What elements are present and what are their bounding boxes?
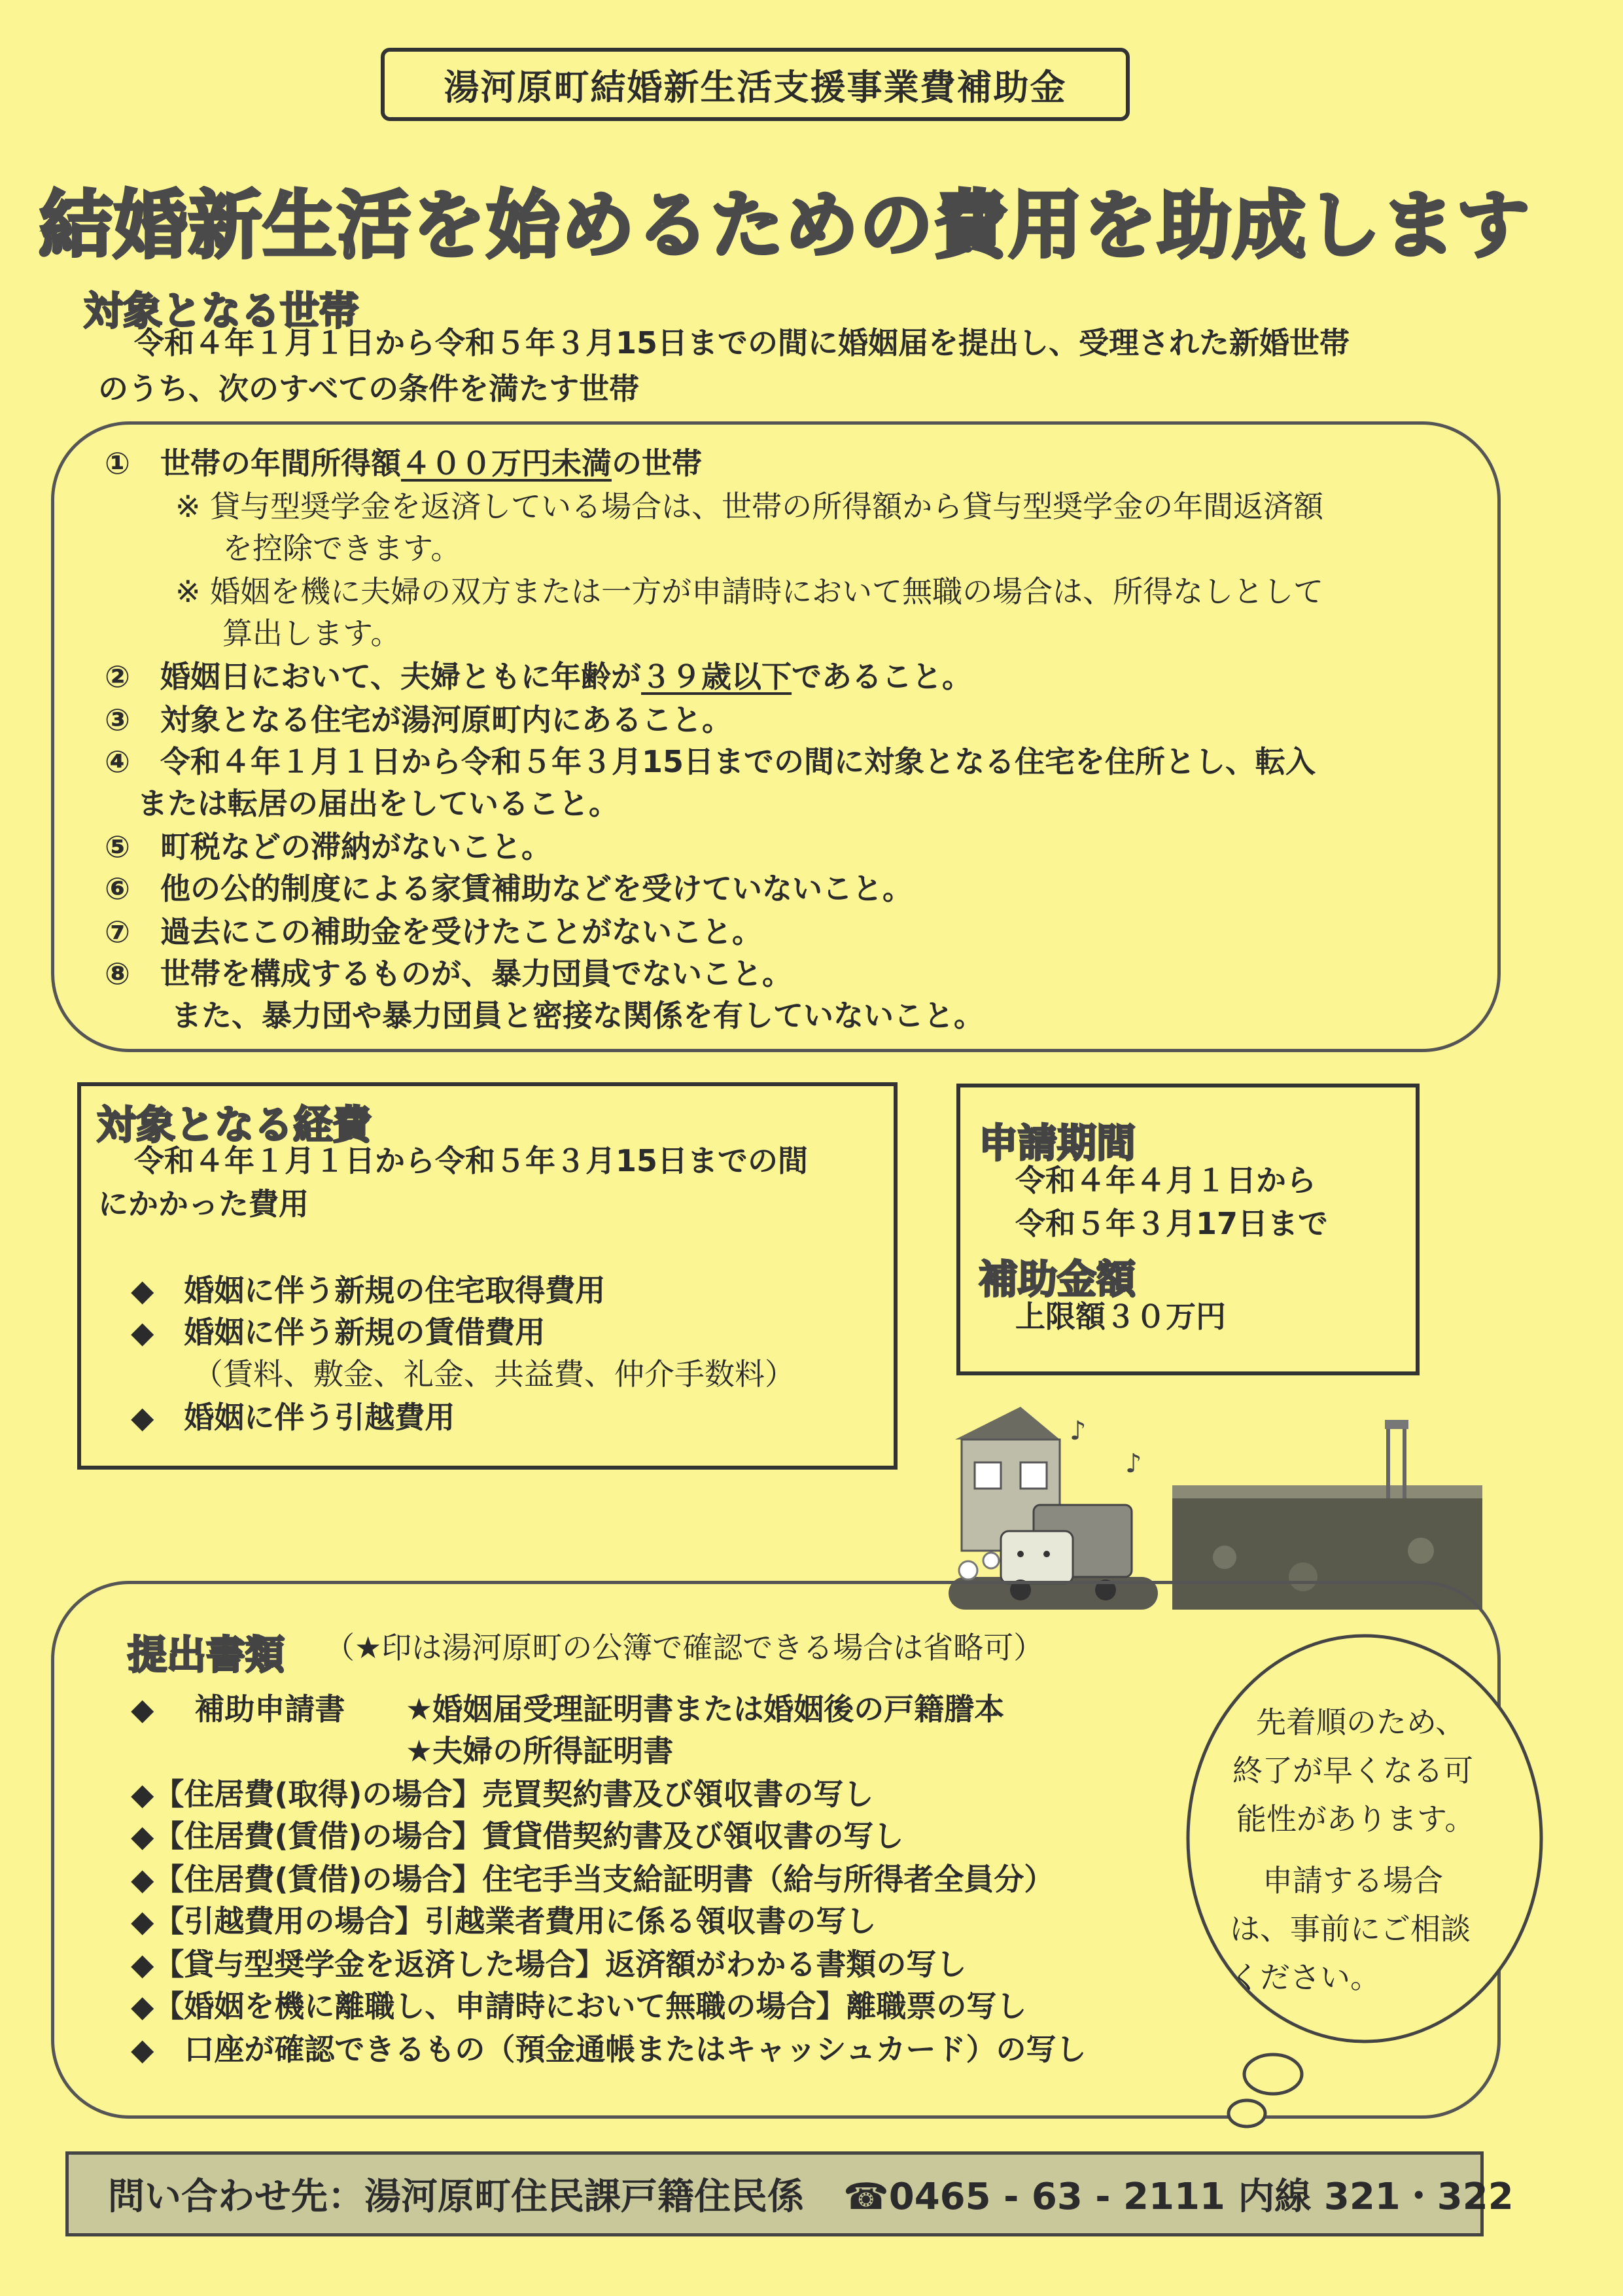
condition-1-highlight: ４００万円未満 <box>400 446 612 481</box>
expense-item-2-note: （賃料、敷金、礼金、共益費、仲介手数料） <box>193 1356 795 1392</box>
expense-item-2: ◆ 婚姻に伴う新規の賃借費用 <box>131 1315 546 1350</box>
document-1-label: ◆ 補助申請書 <box>131 1691 345 1727</box>
document-3: ◆【住居費(賃借)の場合】賃貸借契約書及び領収書の写し <box>131 1818 904 1854</box>
condition-1 <box>105 442 702 484</box>
expenses-intro-2: にかかった費用 <box>98 1186 309 1222</box>
condition-1-post: の世帯 <box>611 446 702 481</box>
period-to: 令和５年３月17日まで <box>1015 1206 1329 1241</box>
bubble-line-1: 先着順のため、 <box>1256 1704 1466 1740</box>
period-heading: 申請期間 <box>979 1121 1136 1167</box>
headline: 結婚新生活を始めるための費用を助成します <box>39 183 1531 268</box>
bubble-line-5: は、事前にご相談 <box>1230 1911 1471 1947</box>
landscape-photo <box>1172 1413 1482 1610</box>
condition-2-highlight: ３９歳以下 <box>641 659 792 694</box>
amount-value: 上限額３０万円 <box>1015 1299 1226 1334</box>
contact-label: 問い合わせ先：湯河原町住民課戸籍住民係 <box>108 2176 804 2218</box>
household-heading: 対象となる世帯 <box>84 289 358 334</box>
contact-footer <box>65 2151 1514 2236</box>
condition-3: ③ 対象となる住宅が湯河原町内にあること。 <box>105 702 732 737</box>
svg-text:♪: ♪ <box>1070 1416 1087 1446</box>
expenses-intro-1: 令和４年１月１日から令和５年３月15日までの間 <box>134 1143 809 1178</box>
document-1-star-1: ★婚姻届受理証明書または婚姻後の戸籍謄本 <box>406 1691 1005 1727</box>
household-intro-2: のうち、次のすべての条件を満たす世帯 <box>98 371 640 406</box>
subtitle: 湯河原町結婚新生活支援事業費補助金 <box>444 66 1067 108</box>
expense-item-1: ◆ 婚姻に伴う新規の住宅取得費用 <box>131 1273 606 1308</box>
contact-phone: ☎0465 - 63 - 2111 内線 321・322 <box>843 2176 1514 2218</box>
condition-4-line-2: または転居の届出をしていること。 <box>137 786 619 821</box>
condition-8-line-2: また、暴力団や暴力団員と密接な関係を有していないこと。 <box>171 998 984 1033</box>
expenses-heading: 対象となる経費 <box>97 1103 372 1148</box>
document-4: ◆【住居費(賃借)の場合】住宅手当支給証明書（給与所得者全員分） <box>131 1862 1055 1897</box>
period-from: 令和４年４月１日から <box>1015 1163 1316 1198</box>
document-5: ◆【引越費用の場合】引越業者費用に係る領収書の写し <box>131 1903 877 1939</box>
condition-1-pre: ① 世帯の年間所得額 <box>105 446 401 481</box>
bubble-line-2: 終了が早くなる可 <box>1232 1753 1473 1788</box>
note-2-line-2: 算出します。 <box>222 616 401 651</box>
condition-2 <box>105 656 972 698</box>
documents-note: （★印は湯河原町の公簿で確認できる場合は省略可） <box>324 1630 1044 1665</box>
svg-text:♪: ♪ <box>1125 1449 1142 1479</box>
bubble-line-6: ください。 <box>1230 1960 1380 1995</box>
document-7: ◆【婚姻を機に離職し、申請時において無職の場合】離職票の写し <box>131 1988 1027 2024</box>
note-2-line-1: ※ 婚姻を機に夫婦の双方または一方が申請時において無職の場合は、所得なしとして <box>175 574 1324 609</box>
note-1-line-1: ※ 貸与型奨学金を返済している場合は、世帯の所得額から貸与型奨学金の年間返済額 <box>175 489 1324 524</box>
documents-heading: 提出書類 <box>128 1633 285 1678</box>
bubble-line-4: 申請する場合 <box>1263 1863 1443 1898</box>
document-6: ◆【貸与型奨学金を返済した場合】返済額がわかる書類の写し <box>131 1947 967 1982</box>
note-1-line-2: を控除できます。 <box>222 531 461 566</box>
document-2: ◆【住居費(取得)の場合】売買契約書及び領収書の写し <box>131 1776 874 1812</box>
bubble-line-3: 能性があります。 <box>1236 1801 1475 1837</box>
subtitle-box <box>381 48 1130 121</box>
condition-2-post: であること。 <box>792 659 973 694</box>
household-intro-1: 令和４年１月１日から令和５年３月15日までの間に婚姻届を提出し、受理された新婚世帯 <box>134 325 1350 361</box>
expense-item-3: ◆ 婚姻に伴う引越費用 <box>131 1400 455 1435</box>
condition-4-line-1: ④ 令和４年１月１日から令和５年３月15日までの間に対象となる住宅を住所とし、転入 <box>105 744 1316 779</box>
document-8: ◆ 口座が確認できるもの（預金通帳またはキャッシュカード）の写し <box>131 2032 1087 2067</box>
condition-7: ⑦ 過去にこの補助金を受けたことがないこと。 <box>105 914 762 949</box>
condition-5: ⑤ 町税などの滞納がないこと。 <box>105 829 551 864</box>
condition-6: ⑥ 他の公的制度による家賃補助などを受けていないこと。 <box>105 871 913 906</box>
condition-2-pre: ② 婚姻日において、夫婦ともに年齢が <box>105 659 642 694</box>
amount-heading: 補助金額 <box>979 1257 1136 1303</box>
condition-8-line-1: ⑧ 世帯を構成するものが、暴力団員でないこと。 <box>105 956 792 991</box>
document-1-star-2: ★夫婦の所得証明書 <box>406 1733 674 1769</box>
